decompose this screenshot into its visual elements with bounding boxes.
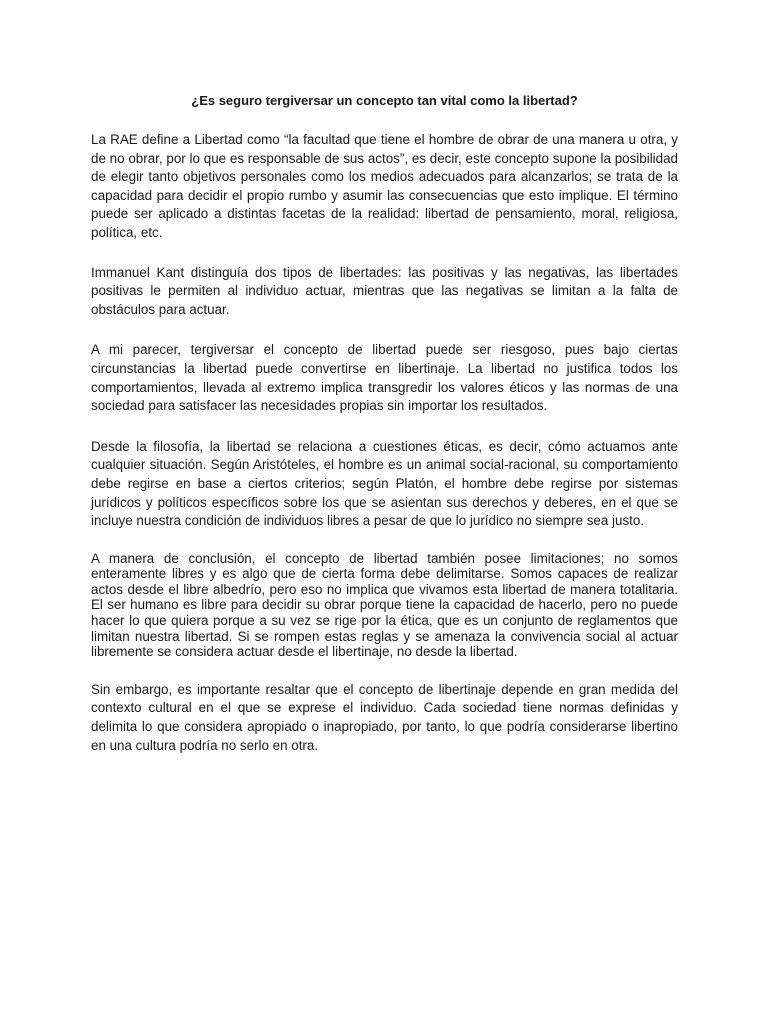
paragraph-cultural-context: Sin embargo, es importante resaltar que el concepto de libertinaje depende en gran medida del contexto cultural en el que se exprese el individuo. Cada sociedad tiene normas definidas y delimita lo que considera apropiado o inapropiado, por tanto, lo que podría considerarse libertino en una cultura podría no serlo en otra.: [91, 681, 678, 753]
document-page: [91, 92, 678, 755]
paragraph-rae-definition: La RAE define a Libertad como “la facultad que tiene el hombre de obrar de una manera u otra, y de no obrar, por lo que es responsable de sus actos”, es decir, este concepto supone la posibilidad de elegir tanto objetivos personales como los medios adecuados para alcanzarlos; se trata de la capacidad para decidir el propio rumbo y asumir las consecuencias que esto implique. El término puede ser aplicado a distintas facetas de la realidad: libertad de pensamiento, moral, religiosa, política, etc.: [91, 132, 678, 240]
paragraph-conclusion: A manera de conclusión, el concepto de libertad también posee limitaciones; no somos enteramente libres y es algo que de cierta forma debe delimitarse. Somos capaces de realizar actos desde el libre albedrío, pero eso no implica que vivamos esta libertad de manera totalitaria. El ser humano es libre para decidir su obrar porque tiene la capacidad de hacerlo, pero no puede hacer lo que quiera porque a su vez se rige por la ética, que es un conjunto de reglamentos que limitan nuestra libertad. Si se rompen estas reglas y se amenaza la convivencia social al actuar libremente se considera actuar desde el libertinaje, no desde la libertad.: [91, 550, 678, 660]
paragraph-opinion: A mi parecer, tergiversar el concepto de libertad puede ser riesgoso, pues bajo ciertas circunstancias la libertad puede convertirse en libertinaje. La libertad no justifica todos los comportamientos, llevada al extremo implica transgredir los valores éticos y las normas de una sociedad para satisfacer las necesidades propias sin importar los resultados.: [91, 342, 678, 414]
paragraph-philosophy: Desde la filosofía, la libertad se relaciona a cuestiones éticas, es decir, cómo actuamos ante cualquier situación. Según Aristóteles, el hombre es un animal social-racional, su comportamiento debe regirse en base a ciertos criterios; según Platón, el hombre debe regirse por sistemas jurídicos y políticos específicos sobre los que se asientan sus derechos y deberes, en el que se incluye nuestra condición de individuos libres a pesar de que lo jurídico no siempre sea justo.: [91, 438, 678, 529]
paragraph-kant: Immanuel Kant distinguía dos tipos de libertades: las positivas y las negativas, las libertades positivas le permiten al individuo actuar, mientras que las negativas se limitan a la falta de obstáculos para actuar.: [91, 264, 678, 317]
document-title: ¿Es seguro tergiversar un concepto tan vital como la libertad?: [191, 93, 578, 108]
